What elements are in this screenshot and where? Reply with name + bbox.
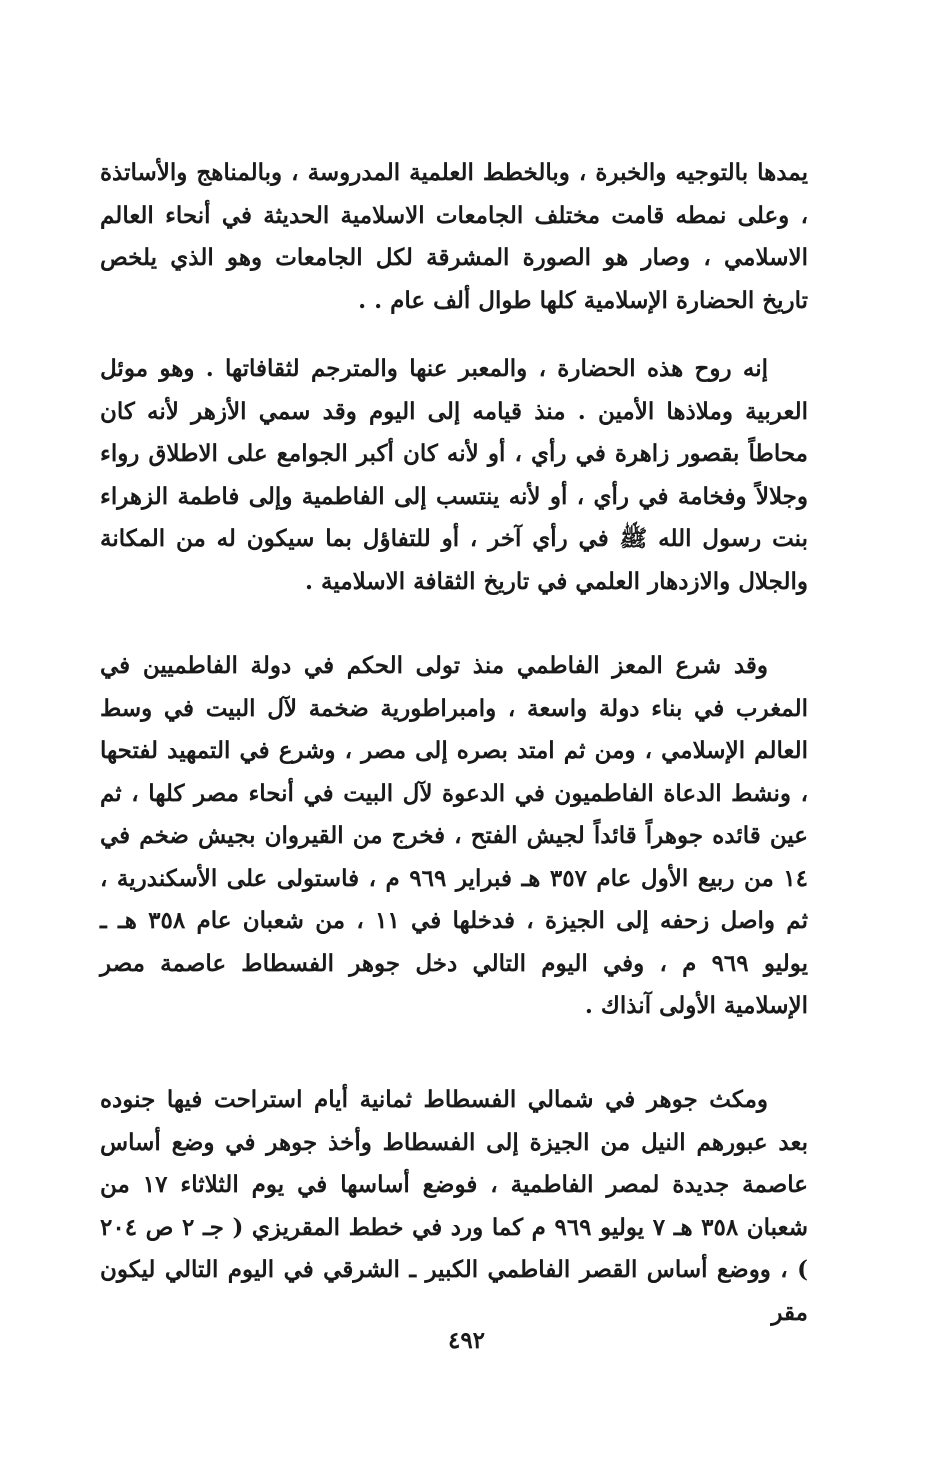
paragraph-text: يمدها بالتوجيه والخبرة ، وبالخطط العلمية المدروسة ، وبالمناهج والأساتذة ، وعلى نمطه قامت مختلف الجامعات الاسلامية الحديثة في أنحاء العالم الاسلامي ، وصار هو الصورة المشرقة لكل الجامعات وهو الذي يلخص تاريخ الحضارة الإسلامية كلها طوال ألف عام . . — [100, 159, 808, 314]
paragraph-4 — [100, 1079, 808, 1334]
page-number: ٤٩٢ — [447, 1327, 486, 1354]
paragraph-text: ومكث جوهر في شمالي الفسطاط ثمانية أيام استراحت فيها جنوده بعد عبورهم النيل من الجيزة إلى الفسطاط وأخذ جوهر في وضع أساس عاصمة جديدة لمصر الفاطمية ، فوضع أساسها في يوم الثلاثاء ١٧ من شعبان ٣٥٨ هـ ٧ يوليو ٩٦٩ م كما ورد في خطط المقريزي ( جـ ٢ ص ٢٠٤ ) ، ووضع أساس القصر الفاطمي الكبير ـ الشرقي في اليوم التالي ليكون مقر — [100, 1086, 808, 1326]
paragraph-text: وقد شرع المعز الفاطمي منذ تولى الحكم في دولة الفاطميين في المغرب في بناء دولة واسعة ، وامبراطورية ضخمة لآل البيت في وسط العالم الإسلامي ، ومن ثم امتد بصره إلى مصر ، وشرع في التمهيد لفتحها ، ونشط الدعاة الفاطميون في الدعوة لآل البيت في أنحاء مصر كلها ، ثم عين قائده جوهراً قائداً لجيش الفتح ، فخرج من القيروان بجيش ضخم في ١٤ من ربيع الأول عام ٣٥٧ هـ فبراير ٩٦٩ م ، فاستولى على الأسكندرية ، ثم واصل زحفه إلى الجيزة ، فدخلها في ١١ ، من شعبان عام ٣٥٨ هـ ـ يوليو ٩٦٩ م ، وفي اليوم التالي دخل جوهر الفسطاط عاصمة مصر الإسلامية الأولى آنذاك . — [100, 652, 809, 1019]
paragraph-2 — [100, 348, 808, 603]
paragraph-text: إنه روح هذه الحضارة ، والمعبر عنها والمترجم لثقافاتها . وهو موئل العربية وملاذها الأمين . منذ قيامه إلى اليوم وقد سمي الأزهر لأنه كان محاطاً بقصور زاهرة في رأي ، أو لأنه كان أكبر الجوامع على الاطلاق رواء وجلالاً وفخامة في رأي ، أو لأنه ينتسب إلى الفاطمية وإلى فاطمة الزهراء بنت رسول الله ﷺ في رأي آخر ، أو للتفاؤل بما سيكون له من المكانة والجلال والازدهار العلمي في تاريخ الثقافة الاسلامية . — [100, 355, 808, 595]
paragraph-3 — [100, 645, 808, 1028]
paragraph-1 — [100, 152, 808, 322]
